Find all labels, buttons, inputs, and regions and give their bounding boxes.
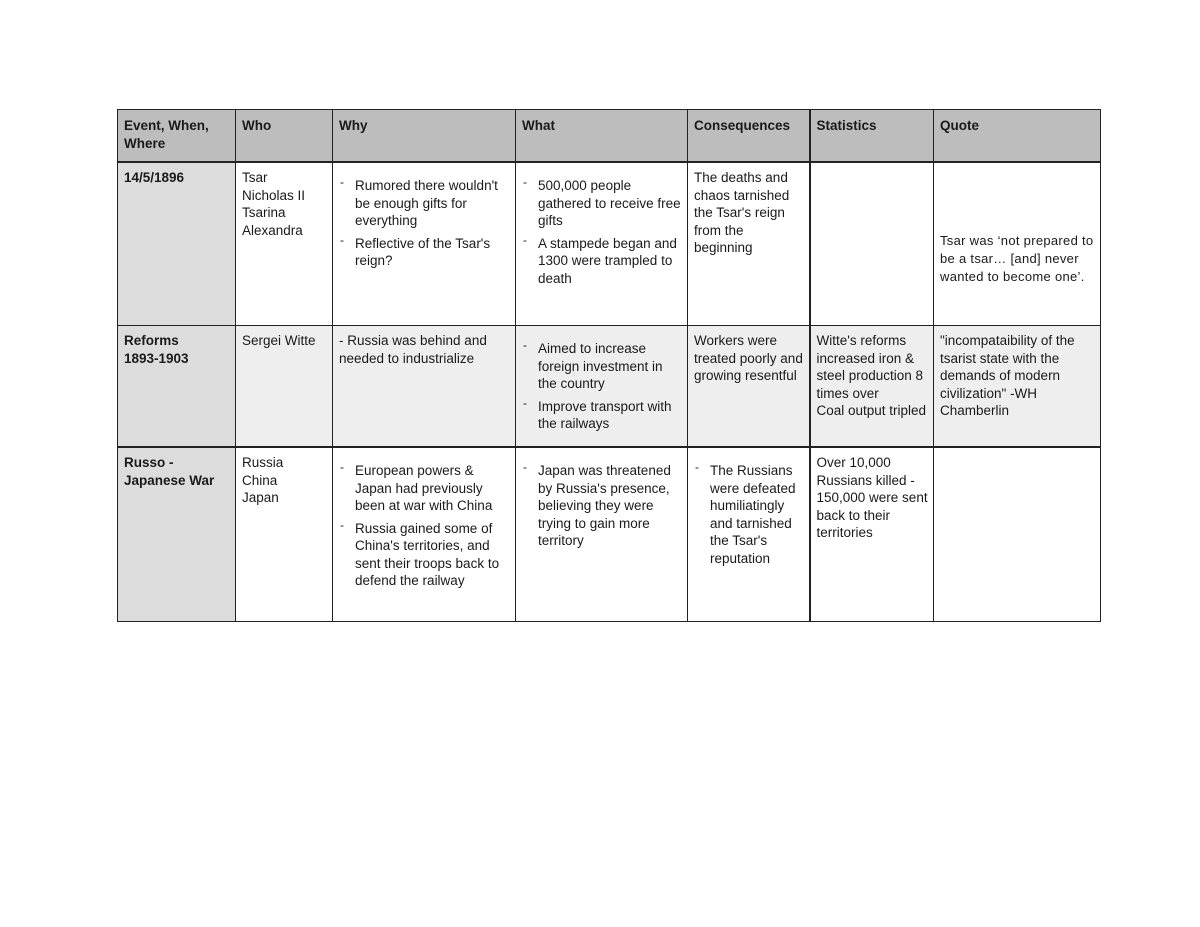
header-event: Event, When, Where [118,110,236,163]
who-line: China [242,472,278,488]
history-table [117,109,1101,622]
list-item: - Russia gained some of China's territories, and sent their troops back to defend the railway [339,520,510,590]
list-item: - Rumored there wouldn't be enough gifts for everything [339,177,510,230]
cell-consequences: The deaths and chaos tarnished the Tsar's reign from the beginning [688,162,810,326]
cell-who [236,447,333,622]
who-line: Alexandra [242,222,303,238]
table-row [118,162,1101,326]
header-who: Who [236,110,333,163]
cell-event [118,326,236,448]
event-line: Japanese War [124,472,215,488]
cell-who: Sergei Witte [236,326,333,448]
header-statistics: Statistics [810,110,934,163]
list-item: - Japan was threatened by Russia's presence, believing they were trying to gain more territory [522,462,682,550]
stat-line: Coal output tripled [816,403,927,418]
cell-what [516,326,688,448]
cell-statistics: Over 10,000 Russians killed - 150,000 were sent back to their territories [810,447,934,622]
cell-what [516,447,688,622]
cell-why [333,447,516,622]
cell-statistics [810,326,934,448]
cell-quote [934,447,1101,622]
list-item: - Reflective of the Tsar's reign? [339,235,510,270]
header-row [118,110,1101,163]
quote-text: Tsar was ‘not prepared to be a tsar… [and] never wanted to become one’. [940,233,1094,284]
cell-why: - Russia was behind and needed to industrialize [333,326,516,448]
event-line: 1893-1903 [124,350,189,366]
cell-statistics [810,162,934,326]
cell-quote [934,162,1101,326]
cell-why [333,162,516,326]
list-item: - European powers & Japan had previously been at war with China [339,462,510,515]
list-item: - The Russians were defeated humiliatingly and tarnished the Tsar's reputation [694,462,804,567]
event-line: Russo - [124,455,174,470]
cell-quote: "incompataibility of the tsarist state with the demands of modern civilization" -WH Chamberlin [934,326,1101,448]
cell-event: 14/5/1896 [118,162,236,326]
cell-who [236,162,333,326]
who-line: Nicholas II [242,187,306,203]
header-what: What [516,110,688,163]
cell-consequences [688,447,810,622]
table-row [118,447,1101,622]
cell-event [118,447,236,622]
who-line: Tsarina [242,205,286,220]
who-line: Russia [242,455,284,470]
who-line: Tsar [242,170,268,185]
event-line: Reforms [124,333,179,348]
cell-what [516,162,688,326]
who-line: Japan [242,490,279,505]
header-quote: Quote [934,110,1101,163]
list-item: - 500,000 people gathered to receive free gifts [522,177,682,230]
list-item: - Aimed to increase foreign investment in the country [522,340,682,393]
cell-consequences: Workers were treated poorly and growing resentful [688,326,810,448]
list-item: - A stampede began and 1300 were trampled to death [522,235,682,288]
header-consequences: Consequences [688,110,810,163]
list-item: - Improve transport with the railways [522,398,682,433]
stat-line: Witte's reforms increased iron & steel production 8 times over [816,333,924,401]
table-row [118,326,1101,448]
header-why: Why [333,110,516,163]
